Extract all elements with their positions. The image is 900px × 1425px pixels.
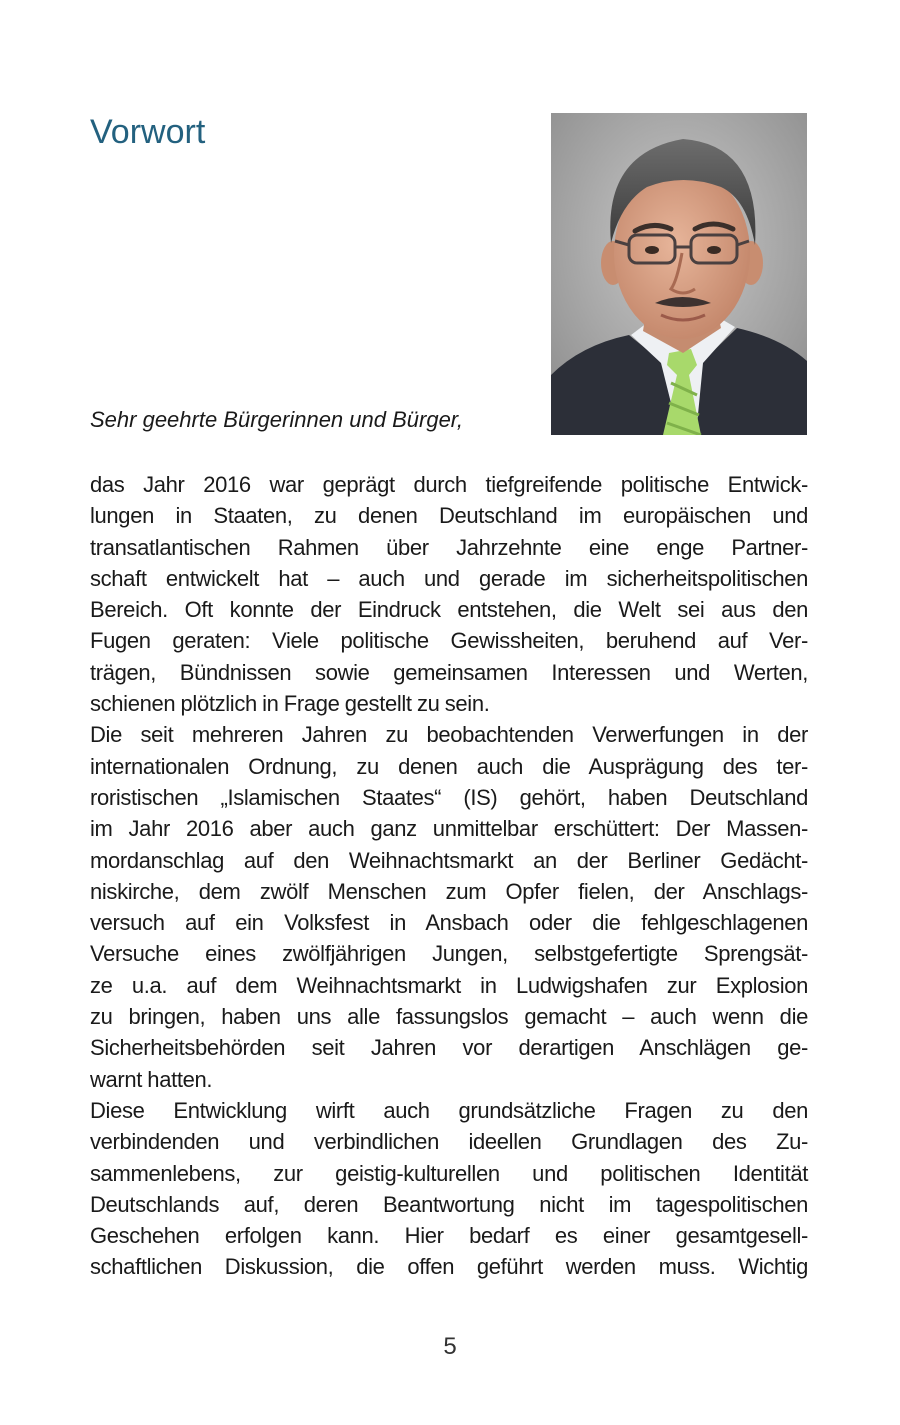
text-line: zu bringen, haben uns alle fassungslos gemacht – auch wenn die (90, 1004, 808, 1030)
text-line: trägen, Bündnissen sowie gemeinsamen Interessen und Werten, (90, 659, 808, 685)
text-line: Bereich. Oft konnte der Eindruck entstehen, die Welt sei aus den (90, 597, 808, 623)
text-line: sammenlebens, zur geistig-kulturellen und politischen Identität (90, 1160, 808, 1186)
text-line: verbindenden und verbindlichen ideellen Grundlagen des Zu- (90, 1129, 808, 1155)
author-portrait (551, 113, 807, 435)
text-line: warnt hatten. (90, 1066, 213, 1092)
paragraph (90, 1095, 808, 1283)
text-line: Fugen geraten: Viele politische Gewissheiten, beruhend auf Ver- (90, 628, 808, 654)
paragraph (90, 719, 808, 1095)
paragraph (90, 469, 808, 719)
text-line: roristischen „Islamischen Staates“ (IS) gehört, haben Deutschland (90, 784, 808, 810)
text-line: transatlantischen Rahmen über Jahrzehnte eine enge Partner- (90, 534, 808, 560)
text-line: das Jahr 2016 war geprägt durch tiefgreifende politische Entwick- (90, 472, 808, 497)
text-line: im Jahr 2016 aber auch ganz unmittelbar erschüttert: Der Massen- (90, 816, 808, 842)
body-text (90, 469, 808, 1283)
text-line: Diese Entwicklung wirft auch grundsätzliche Fragen zu den (90, 1097, 808, 1123)
text-line: schienen plötzlich in Frage gestellt zu sein. (90, 691, 490, 717)
text-line: Sicherheitsbehörden seit Jahren vor derartigen Anschlägen ge- (90, 1035, 808, 1061)
text-line: ze u.a. auf dem Weihnachtsmarkt in Ludwigshafen zur Explosion (90, 972, 808, 998)
text-line: lungen in Staaten, zu denen Deutschland im europäischen und (90, 503, 808, 529)
text-line: niskirche, dem zwölf Menschen zum Opfer fielen, der Anschlags- (90, 878, 808, 904)
text-line: versuch auf ein Volksfest in Ansbach oder die fehlgeschlagenen (90, 910, 808, 936)
text-line: schaft entwickelt hat – auch und gerade im sicherheitspolitischen (90, 565, 808, 591)
page-heading: Vorwort (90, 113, 206, 151)
salutation: Sehr geehrte Bürgerinnen und Bürger, (90, 407, 464, 432)
text-line: Deutschlands auf, deren Beantwortung nicht im tagespolitischen (90, 1191, 808, 1217)
text-line: Geschehen erfolgen kann. Hier bedarf es einer gesamtgesell- (90, 1223, 808, 1249)
text-line: internationalen Ordnung, zu denen auch die Ausprägung des ter- (90, 753, 808, 779)
text-line: Die seit mehreren Jahren zu beobachtenden Verwerfungen in der (90, 722, 808, 748)
page-number: 5 (443, 1333, 457, 1360)
text-line: Versuche eines zwölfjährigen Jungen, selbstgefertigte Sprengsät- (90, 941, 808, 967)
text-line: schaftlichen Diskussion, die offen geführt werden muss. Wichtig (90, 1254, 808, 1280)
portrait-image (551, 113, 807, 435)
text-line: mordanschlag auf den Weihnachtsmarkt an der Berliner Gedächt- (90, 847, 808, 873)
